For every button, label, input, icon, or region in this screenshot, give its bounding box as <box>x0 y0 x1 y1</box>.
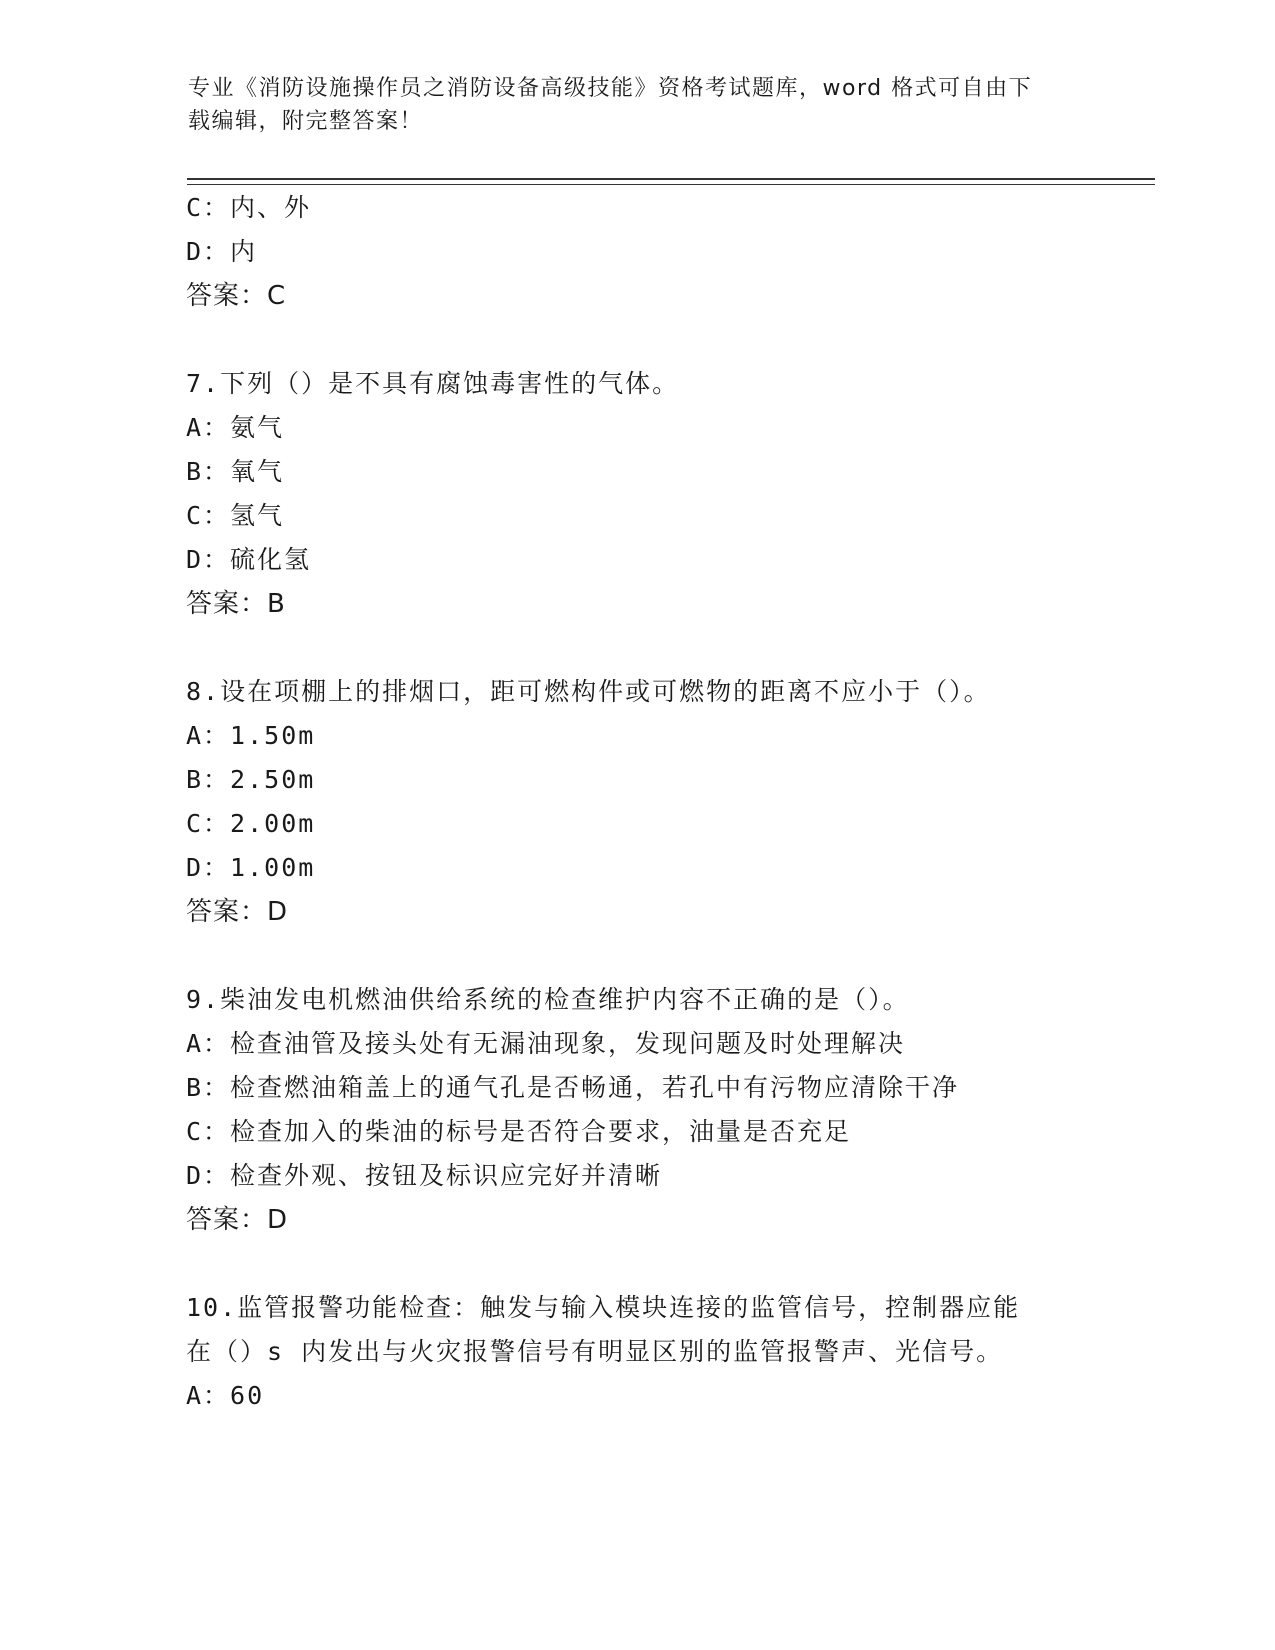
header-line-1: 专业《消防设施操作员之消防设备高级技能》资格考试题库，word 格式可自由下 <box>188 76 1033 101</box>
q7-stem: 7.下列（）是不具有腐蚀毒害性的气体。 <box>186 369 680 398</box>
q8-option-b: B：2.50m <box>186 765 316 794</box>
q8-option-a: A：1.50m <box>186 721 316 750</box>
q10-stem-line-1: 10.监管报警功能检查：触发与输入模块连接的监管信号，控制器应能 <box>186 1293 1021 1322</box>
q9-option-b: B：检查燃油箱盖上的通气孔是否畅通，若孔中有污物应清除干净 <box>186 1073 960 1102</box>
q8-option-d: D：1.00m <box>186 853 316 882</box>
q9-option-d: D：检查外观、按钮及标识应完好并清晰 <box>186 1161 663 1190</box>
q9-answer: 答案：D <box>186 1205 289 1235</box>
q9-stem: 9.柴油发电机燃油供给系统的检查维护内容不正确的是（）。 <box>186 985 910 1014</box>
q7-option-d: D：硫化氢 <box>186 545 312 574</box>
q7-option-a: A：氨气 <box>186 413 285 442</box>
q9-option-a: A：检查油管及接头处有无漏油现象，发现问题及时处理解决 <box>186 1029 906 1058</box>
q9-option-c: C：检查加入的柴油的标号是否符合要求，油量是否充足 <box>186 1117 852 1146</box>
q7-option-c: C：氢气 <box>186 501 285 530</box>
header-divider-thick <box>187 178 1155 180</box>
q6-option-d: D：内 <box>186 237 258 266</box>
q6-answer: 答案：C <box>186 281 287 311</box>
q10-stem-line-2: 在（）s 内发出与火灾报警信号有明显区别的监管报警声、光信号。 <box>186 1337 1004 1366</box>
q10-option-a: A：60 <box>186 1381 265 1410</box>
document-header <box>188 72 1068 138</box>
q7-option-b: B：氧气 <box>186 457 285 486</box>
q8-answer: 答案：D <box>186 897 289 927</box>
q7-answer: 答案：B <box>186 589 286 619</box>
q6-option-c: C：内、外 <box>186 193 312 222</box>
header-divider-thin <box>187 184 1155 185</box>
header-line-2: 载编辑，附完整答案！ <box>188 109 424 134</box>
q8-option-c: C：2.00m <box>186 809 316 838</box>
q8-stem: 8.设在项棚上的排烟口，距可燃构件或可燃物的距离不应小于（）。 <box>186 677 991 706</box>
